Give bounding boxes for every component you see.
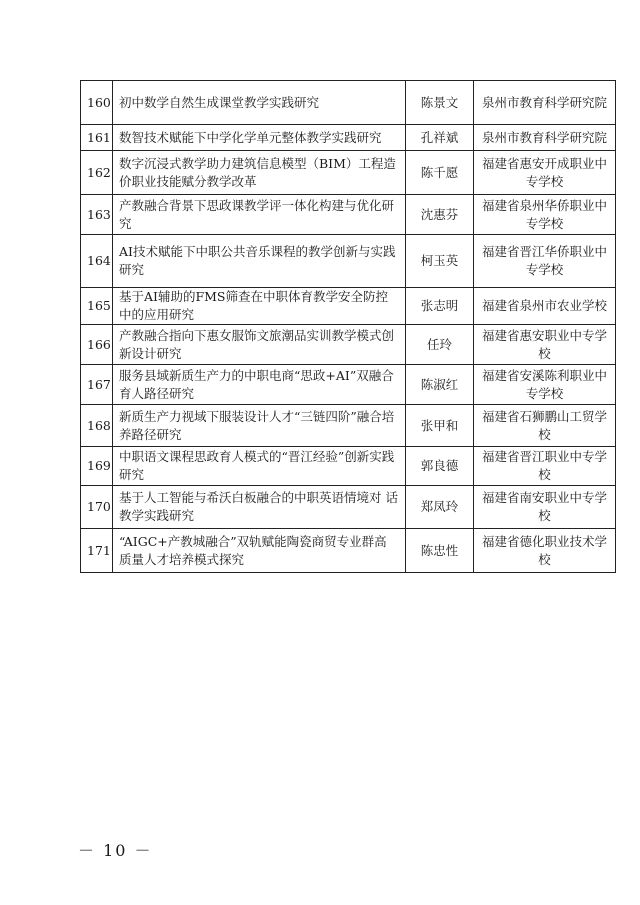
row-number-cell: 168	[81, 405, 113, 447]
organization-cell: 福建省南安职业中专学校	[474, 486, 616, 529]
leader-name-cell: 张志明	[406, 288, 474, 325]
leader-name-cell: 郑凤玲	[406, 486, 474, 529]
organization-cell: 泉州市教育科学研究院	[474, 81, 616, 125]
row-number-cell: 163	[81, 195, 113, 235]
organization-cell: 福建省惠安开成职业中专学校	[474, 151, 616, 195]
row-number-cell: 161	[81, 125, 113, 151]
organization-cell: 泉州市教育科学研究院	[474, 125, 616, 151]
table-row	[81, 325, 616, 365]
row-number-cell: 166	[81, 325, 113, 365]
project-title-cell: 产教融合背景下思政课教学评一体化构建与优化研究	[113, 195, 406, 235]
project-title-cell: 基于AI辅助的FMS筛查在中职体育教学安全防控中的应用研究	[113, 288, 406, 325]
table-row	[81, 447, 616, 486]
project-title-cell: 中职语文课程思政育人模式的“晋江经验”创新实践研究	[113, 447, 406, 486]
table-row	[81, 235, 616, 288]
table-row	[81, 125, 616, 151]
project-title-cell: 新质生产力视域下服装设计人才“三链四阶”融合培养路径研究	[113, 405, 406, 447]
row-number-cell: 167	[81, 365, 113, 405]
leader-name-cell: 陈淑红	[406, 365, 474, 405]
leader-name-cell: 陈忠性	[406, 529, 474, 573]
project-title-cell: 基于人工智能与希沃白板融合的中职英语情境对 话教学实践研究	[113, 486, 406, 529]
leader-name-cell: 任玲	[406, 325, 474, 365]
table-row	[81, 486, 616, 529]
leader-name-cell: 孔祥斌	[406, 125, 474, 151]
row-number-cell: 160	[81, 81, 113, 125]
project-title-cell: 服务县域新质生产力的中职电商“思政+AI”双融合育人路径研究	[113, 365, 406, 405]
table-row	[81, 288, 616, 325]
organization-cell: 福建省惠安职业中专学校	[474, 325, 616, 365]
project-list-table	[80, 80, 616, 573]
organization-cell: 福建省泉州华侨职业中专学校	[474, 195, 616, 235]
organization-cell: 福建省安溪陈利职业中专学校	[474, 365, 616, 405]
leader-name-cell: 沈惠芬	[406, 195, 474, 235]
project-title-cell: 数字沉浸式教学助力建筑信息模型（BIM）工程造价职业技能赋分教学改革	[113, 151, 406, 195]
table-row	[81, 195, 616, 235]
organization-cell: 福建省德化职业技术学校	[474, 529, 616, 573]
table-row	[81, 405, 616, 447]
table-body	[81, 81, 616, 573]
leader-name-cell: 张甲和	[406, 405, 474, 447]
row-number-cell: 169	[81, 447, 113, 486]
table-row	[81, 81, 616, 125]
leader-name-cell: 陈景文	[406, 81, 474, 125]
row-number-cell: 164	[81, 235, 113, 288]
row-number-cell: 171	[81, 529, 113, 573]
row-number-cell: 170	[81, 486, 113, 529]
project-title-cell: 产教融合指向下惠女服饰文旅潮品实训教学模式创新设计研究	[113, 325, 406, 365]
organization-cell: 福建省石狮鹏山工贸学校	[474, 405, 616, 447]
leader-name-cell: 陈千愿	[406, 151, 474, 195]
project-title-cell: 数智技术赋能下中学化学单元整体教学实践研究	[113, 125, 406, 151]
page-number: － 10 －	[78, 841, 153, 860]
project-title-cell: AI技术赋能下中职公共音乐课程的教学创新与实践研究	[113, 235, 406, 288]
organization-cell: 福建省晋江华侨职业中专学校	[474, 235, 616, 288]
organization-cell: 福建省泉州市农业学校	[474, 288, 616, 325]
organization-cell: 福建省晋江职业中专学校	[474, 447, 616, 486]
table-row	[81, 365, 616, 405]
row-number-cell: 162	[81, 151, 113, 195]
project-title-cell: 初中数学自然生成课堂教学实践研究	[113, 81, 406, 125]
leader-name-cell: 郭良德	[406, 447, 474, 486]
row-number-cell: 165	[81, 288, 113, 325]
table-row	[81, 151, 616, 195]
leader-name-cell: 柯玉英	[406, 235, 474, 288]
table-row	[81, 529, 616, 573]
project-title-cell: “AIGC+产教城融合”双轨赋能陶瓷商贸专业群高质量人才培养模式探究	[113, 529, 406, 573]
